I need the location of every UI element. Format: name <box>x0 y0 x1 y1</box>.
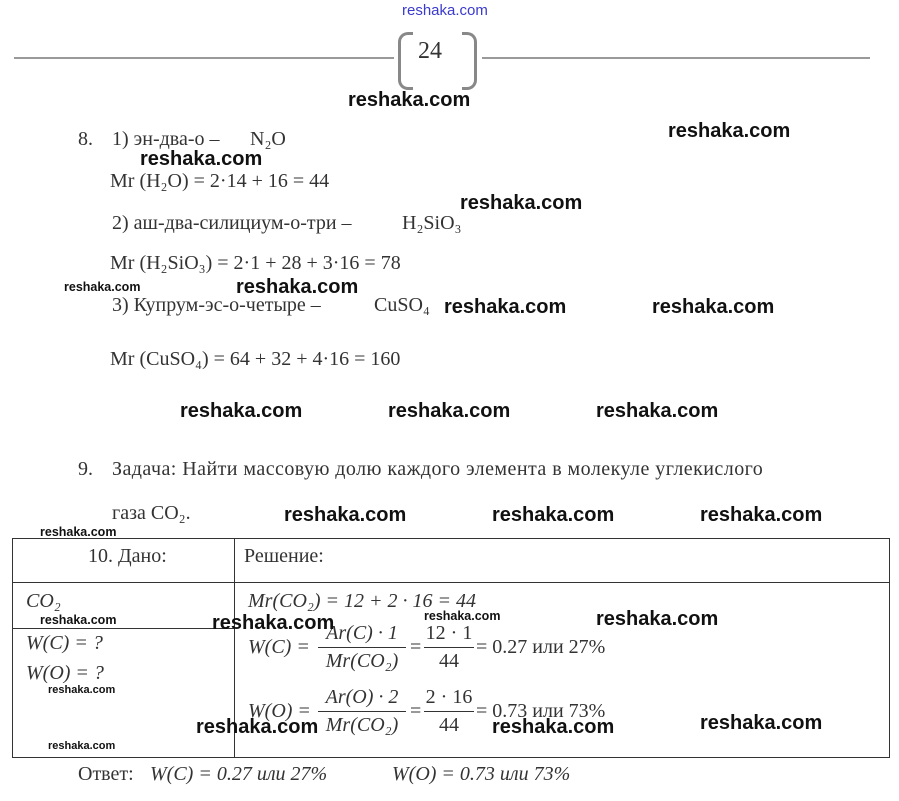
watermark: reshaka.com <box>196 716 319 738</box>
task10-wo-fraction <box>318 686 406 737</box>
task8-item1-formula: N₂O <box>250 128 286 150</box>
watermark: reshaka.com <box>424 609 501 623</box>
task8-item3-formula: CuSO₄ <box>374 294 430 316</box>
answer-label: Ответ: <box>78 763 134 785</box>
task10-wc-equals: = <box>410 636 422 658</box>
task10-wo-denominator-numeric: 44 <box>439 714 459 736</box>
watermark: reshaka.com <box>64 280 141 294</box>
watermark: reshaka.com <box>460 192 583 214</box>
watermark: reshaka.com <box>388 400 511 422</box>
task10-wc-lhs: W(C) = <box>248 636 310 658</box>
header-site-link[interactable]: reshaka.com <box>402 2 488 19</box>
page-number-bracket-right <box>462 32 477 90</box>
task10-given-wc: W(C) = ? <box>26 632 103 654</box>
task8-item2-formula: H₂SiO₃ <box>402 212 462 234</box>
watermark: reshaka.com <box>700 712 823 734</box>
task8-item2-name: 2) аш-два-силициум-о-три – <box>112 212 352 234</box>
task10-wo-numerator: Ar(O) · 2 <box>325 686 399 708</box>
task10-given-substance: CO₂ <box>26 590 61 612</box>
task10-wc-numerator: Ar(C) · 1 <box>326 622 398 644</box>
page-number-bracket-left <box>398 32 413 90</box>
watermark: reshaka.com <box>596 608 719 630</box>
watermark: reshaka.com <box>236 276 359 298</box>
task8-item1-name: 1) эн-два-о – <box>112 128 220 150</box>
watermark: reshaka.com <box>492 716 615 738</box>
task8-number: 8. <box>78 128 93 150</box>
watermark: reshaka.com <box>596 400 719 422</box>
header-rule-right <box>482 57 870 59</box>
answer-wo: W(O) = 0.73 или 73% <box>392 763 571 785</box>
task10-wo-fraction-numeric <box>424 686 474 737</box>
watermark: reshaka.com <box>48 740 116 752</box>
watermark: reshaka.com <box>180 400 303 422</box>
watermark: reshaka.com <box>444 296 567 318</box>
task10-given-rule <box>12 628 234 629</box>
task10-wo-numerator-numeric: 2 · 16 <box>425 686 473 708</box>
watermark: reshaka.com <box>48 684 116 696</box>
task8-item2-calc: Mr (H₂SiO₃) = 2·1 + 28 + 3·16 = 78 <box>110 252 401 274</box>
task10-mr-line: Mr(CO₂) = 12 + 2 · 16 = 44 <box>248 590 476 612</box>
task10-wc-denominator-numeric: 44 <box>439 650 459 672</box>
task10-wo-fraction-numeric-bar <box>424 711 474 712</box>
task8-item3-calc: Mr (CuSO₄) = 64 + 32 + 4·16 = 160 <box>110 348 401 370</box>
watermark: reshaka.com <box>348 89 471 111</box>
task10-wc-fraction-bar <box>318 647 406 648</box>
task10-wo-result: = 0.73 или 73% <box>476 700 606 722</box>
header-rule-left <box>14 57 394 59</box>
watermark: reshaka.com <box>140 148 263 170</box>
watermark: reshaka.com <box>40 613 117 627</box>
watermark: reshaka.com <box>700 504 823 526</box>
task9-text-line2: газа CO₂. <box>112 502 191 524</box>
watermark: reshaka.com <box>284 504 407 526</box>
task10-wo-denominator: Mr(CO₂) <box>325 714 399 736</box>
watermark: reshaka.com <box>492 504 615 526</box>
task10-given-header: 10. Дано: <box>88 545 167 567</box>
watermark: reshaka.com <box>652 296 775 318</box>
task10-wc-denominator: Mr(CO₂) <box>325 650 399 672</box>
page-number: 24 <box>418 38 442 64</box>
task10-wo-fraction-bar <box>318 711 406 712</box>
task10-table-header-rule <box>12 582 890 583</box>
task10-wo-equals: = <box>410 700 422 722</box>
watermark: reshaka.com <box>212 612 335 634</box>
task10-wc-fraction-numeric-bar <box>424 647 474 648</box>
task9-number: 9. <box>78 458 93 480</box>
task10-wc-result: = 0.27 или 27% <box>476 636 606 658</box>
task10-given-wo: W(O) = ? <box>26 662 104 684</box>
task10-wo-lhs: W(O) = <box>248 700 311 722</box>
answer-wc: W(C) = 0.27 или 27% <box>150 763 328 785</box>
watermark: reshaka.com <box>40 525 117 539</box>
watermark: reshaka.com <box>668 120 791 142</box>
task10-wc-numerator-numeric: 12 · 1 <box>425 622 473 644</box>
task9-text-line1: Задача: Найти массовую долю каждого элемента в молекуле углекислого <box>112 458 764 480</box>
task10-solution-header: Решение: <box>244 545 324 567</box>
task10-wc-fraction-numeric <box>424 622 474 673</box>
task8-item1-calc: Mr (H₂O) = 2·14 + 16 = 44 <box>110 170 330 192</box>
task8-item3-name: 3) Купрум-эс-о-четыре – <box>112 294 321 316</box>
